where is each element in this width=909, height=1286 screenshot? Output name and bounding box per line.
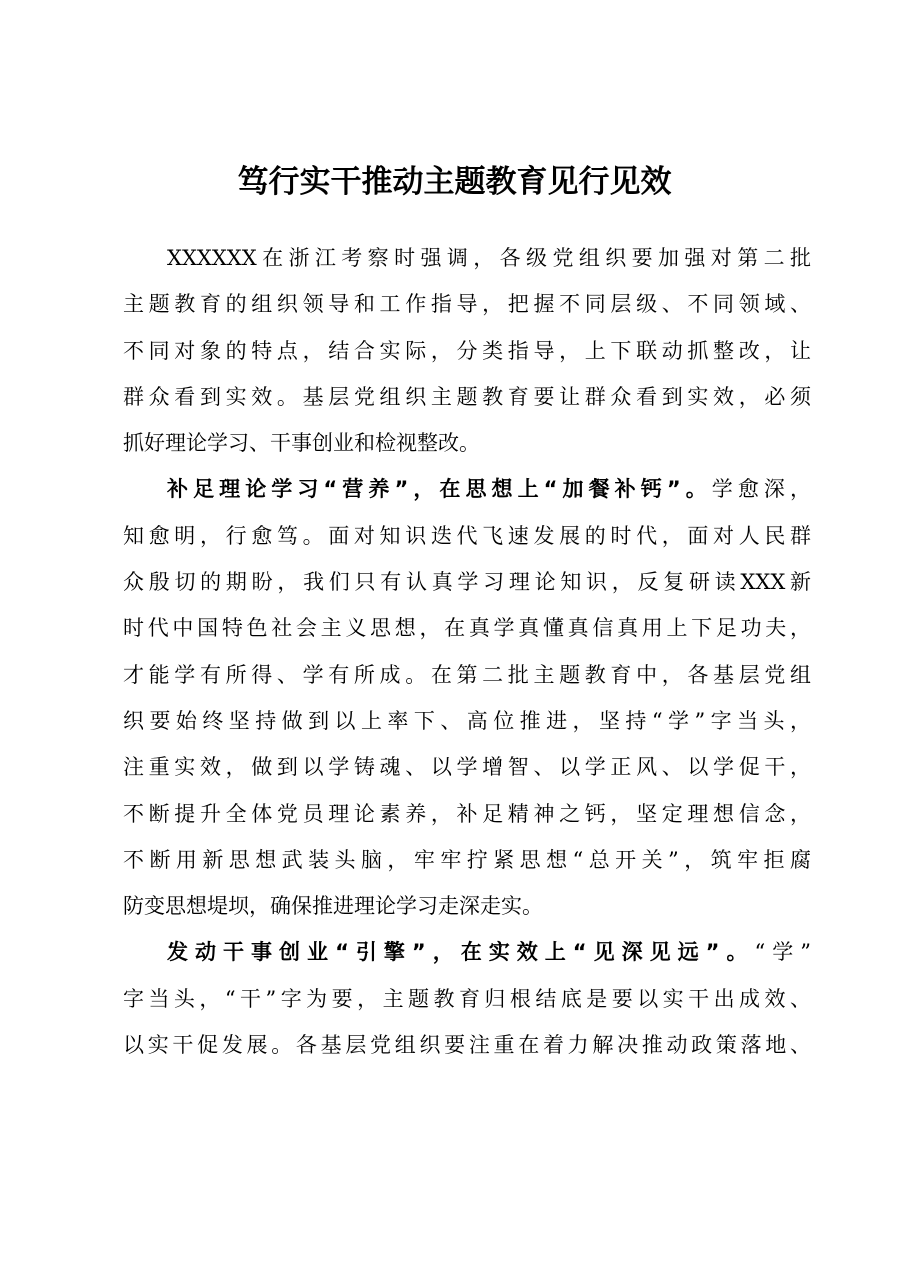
section-heading: 补足理论学习“营养”，在思想上“加餐补钙”。 — [167, 477, 712, 502]
text-run: “学” — [754, 940, 811, 965]
text-line: 不同对象的特点，结合实际，分类指导，上下联动抓整改，让 — [123, 338, 811, 363]
document-title: 笃行实干推动主题教育见行见效 — [237, 164, 672, 200]
text-line: 注重实效，做到以学铸魂、以学增智、以学正风、以学促干， — [123, 755, 811, 780]
text-line: 才能学有所得、学有所成。在第二批主题教育中，各基层党组 — [123, 662, 811, 687]
text-line: 知愈明，行愈笃。面对知识迭代飞速发展的时代，面对人民群 — [123, 523, 811, 548]
text-line: 抓好理论学习、干事创业和检视整改。 — [123, 431, 480, 456]
text-line: XXXXXX在浙江考察时强调，各级党组织要加强对第二批 — [167, 246, 811, 270]
text-line: 众殷切的期盼，我们只有认真学习理论知识，反复研读XXX新 — [123, 570, 811, 595]
text-line: 以实干促发展。各基层党组织要注重在着力解决推动政策落地、 — [123, 1033, 811, 1058]
text-line — [123, 466, 811, 512]
text-run: 学愈深， — [711, 477, 811, 502]
text-line: 不断用新思想武装头脑，牢牢拧紧思想“总开关”，筑牢拒腐 — [123, 847, 811, 872]
text-line: 防变思想堤坝，确保推进理论学习走深走实。 — [123, 894, 543, 919]
paragraph-theory-study — [123, 466, 811, 929]
text-line: 不断提升全体党员理论素养，补足精神之钙，坚定理想信念， — [123, 801, 811, 826]
section-heading: 发动干事创业“引擎”，在实效上“见深见远”。 — [167, 940, 755, 965]
text-line: 字当头，“干”字为要，主题教育归根结底是要以实干出成效、 — [123, 986, 811, 1011]
text-line: 主题教育的组织领导和工作指导，把握不同层级、不同领域、 — [123, 292, 811, 317]
text-line: 时代中国特色社会主义思想，在真学真懂真信真用上下足功夫， — [123, 616, 811, 641]
text-line: 织要始终坚持做到以上率下、高位推进，坚持“学”字当头， — [123, 708, 811, 733]
paragraph-intro — [123, 235, 811, 466]
paragraph-entrepreneurship — [123, 929, 811, 1068]
text-line — [123, 929, 811, 975]
text-line: 群众看到实效。基层党组织主题教育要让群众看到实效，必须 — [123, 384, 811, 409]
document-body — [123, 235, 811, 1068]
